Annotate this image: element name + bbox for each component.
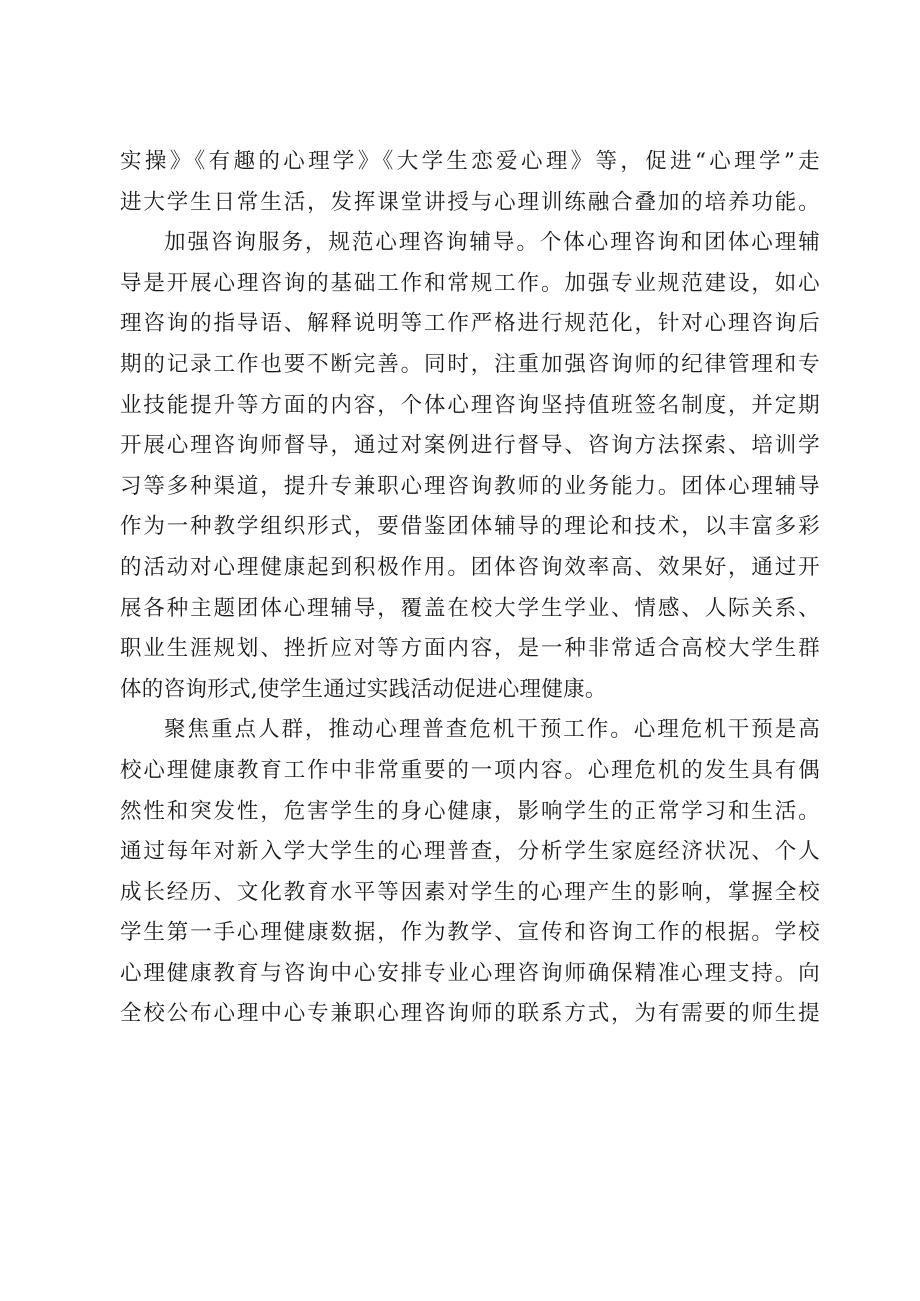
text-line: 学生第一手心理健康数据，作为教学、宣传和咨询工作的根据。学校: [120, 920, 820, 946]
text-line: 全校公布心理中心专兼职心理咨询师的联系方式，为有需要的师生提: [120, 1001, 820, 1027]
text-line: 作为一种教学组织形式，要借鉴团体辅导的理论和技术，以丰富多彩: [120, 514, 820, 540]
paragraph-3: [120, 710, 820, 1035]
text-line: 开展心理咨询师督导，通过对案例进行督导、咨询方法探索、培训学: [120, 433, 820, 459]
paragraph-1: [120, 142, 820, 223]
text-line: 进大学生日常生活，发挥课堂讲授与心理训练融合叠加的培养功能。: [120, 189, 820, 215]
text-line: 习等多种渠道，提升专兼职心理咨询教师的业务能力。团体心理辅导: [120, 473, 820, 499]
text-line: 展各种主题团体心理辅导，覆盖在校大学生学业、情感、人际关系、: [120, 595, 820, 621]
text-line: 理咨询的指导语、解释说明等工作严格进行规范化，针对心理咨询后: [120, 311, 820, 337]
text-line: 导是开展心理咨询的基础工作和常规工作。加强专业规范建设，如心: [120, 270, 820, 296]
text-line: 期的记录工作也要不断完善。同时，注重加强咨询师的纪律管理和专: [120, 351, 820, 377]
text-line: 通过每年对新入学大学生的心理普查，分析学生家庭经济状况、个人: [120, 839, 820, 865]
text-line: 加强咨询服务，规范心理咨询辅导。个体心理咨询和团体心理辅: [164, 230, 820, 256]
text-line: 然性和突发性，危害学生的身心健康，影响学生的正常学习和生活。: [120, 798, 820, 824]
document-body: [120, 142, 820, 1035]
text-line: 校心理健康教育工作中非常重要的一项内容。心理危机的发生具有偶: [120, 757, 820, 783]
paragraph-2: [120, 223, 820, 710]
text-line: 体的咨询形式,使学生通过实践活动促进心理健康。: [120, 676, 607, 702]
text-line: 实操》《有趣的心理学》《大学生恋爱心理》等，促进“心理学”走: [120, 149, 820, 174]
text-line: 职业生涯规划、挫折应对等方面内容，是一种非常适合高校大学生群: [120, 636, 820, 662]
text-line: 的活动对心理健康起到积极作用。团体咨询效率高、效果好，通过开: [120, 554, 820, 580]
text-line: 成长经历、文化教育水平等因素对学生的心理产生的影响，掌握全校: [120, 879, 820, 905]
text-line: 聚焦重点人群，推动心理普查危机干预工作。心理危机干预是高: [164, 717, 820, 743]
text-line: 心理健康教育与咨询中心安排专业心理咨询师确保精准心理支持。向: [120, 960, 820, 986]
text-line: 业技能提升等方面的内容，个体心理咨询坚持值班签名制度，并定期: [120, 392, 820, 418]
